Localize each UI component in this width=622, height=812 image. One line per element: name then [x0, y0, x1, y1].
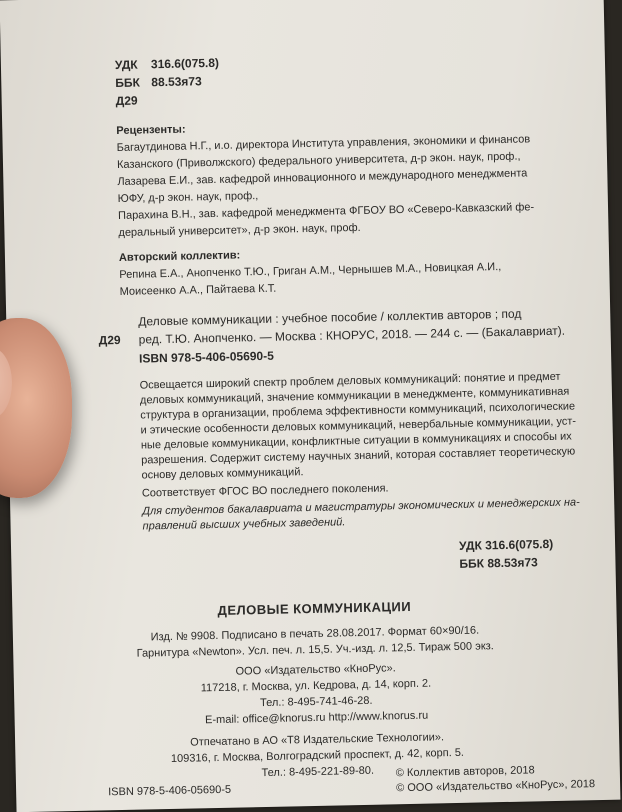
authors-heading: Авторский коллектив: — [118, 249, 241, 264]
annotation-line: ные деловые коммуникации, конфликтные ситуации в коммуникациях и способы их — [140, 430, 572, 452]
author-sign: Д29 — [115, 93, 138, 109]
imprint-line: E-mail: office@knorus.ru http://www.knorus.ru — [204, 709, 429, 727]
reviewer-line: деральный университет», д-р экон. наук, проф. — [118, 221, 361, 239]
reviewer-line: Багаутдинова Н.Г., и.о. директора Института управления, экономики и финансов — [116, 133, 531, 154]
annotation-line: разрешения. Содержит систему научных знаний, которая составляет теоретическую — [141, 445, 576, 467]
authors-line: Репина Е.А., Анопченко Т.Ю., Григан А.М., Чернышев М.А., Новицкая А.И., — [119, 260, 502, 281]
audience-line: правлений высших учебных заведений. — [142, 516, 346, 533]
imprint-line: Гарнитура «Newton». Усл. печ. л. 15,5. Уч.-изд. л. 12,5. Тираж 500 экз. — [136, 640, 494, 660]
audience-line: Для студентов бакалавриата и магистратуры экономических и менеджерских на- — [142, 496, 580, 518]
copyright-authors: © Коллектив авторов, 2018 — [395, 764, 535, 780]
biblio-line-2: ред. Т.Ю. Анопченко. — Москва : КНОРУС, 2018. — 244 с. — (Бакалавриат). — [138, 323, 566, 347]
imprint-line: Тел.: 8-495-221-89-80. — [261, 764, 375, 780]
annotation-line: деловых коммуникаций, значение коммуникации в менеджменте, коммуникативная — [139, 385, 570, 407]
imprint-title: ДЕЛОВЫЕ КОММУНИКАЦИИ — [217, 598, 412, 618]
reviewer-line: Парахина В.Н., зав. кафедрой менеджмента ФГБОУ ВО «Северо-Кавказский фе- — [117, 201, 535, 222]
bbk-value: 88.53я73 — [151, 74, 202, 90]
imprint-line: ООО «Издательство «КноРус». — [235, 662, 396, 678]
biblio-line-1: Деловые коммуникации : учебное пособие / коллектив авторов ; под — [138, 306, 522, 329]
copyright-publisher: © ООО «Издательство «КноРус», 2018 — [396, 778, 596, 795]
bbk-label: ББК — [115, 75, 141, 91]
annotation-line: Освещается широкий спектр проблем деловых коммуникаций: понятие и предмет — [139, 370, 561, 392]
reviewers-heading: Рецензенты: — [116, 123, 186, 137]
bbk-right: ББК 88.53я73 — [459, 555, 538, 571]
authors-line: Моисеенко А.А., Пайтаева К.Т. — [119, 282, 277, 298]
udk-right: УДК 316.6(075.8) — [458, 536, 554, 553]
biblio-sign: Д29 — [98, 332, 121, 348]
imprint-line: 117218, г. Москва, ул. Кедрова, д. 14, корп. 2. — [200, 677, 432, 695]
imprint-line: 109316, г. Москва, Волгоградский проспект, д. 42, корп. 5. — [170, 746, 465, 765]
fingernail — [0, 348, 12, 418]
udk-label: УДК — [114, 57, 138, 73]
biblio-isbn: ISBN 978-5-406-05690-5 — [138, 348, 274, 366]
imprint-line: Изд. № 9908. Подписано в печать 28.08.2017. Формат 60×90/16. — [150, 624, 480, 644]
annotation-line: структура в организации, проблема эффективности коммуникаций, психологические — [140, 400, 576, 422]
reviewer-line: ЮФУ, д-р экон. наук, проф., — [117, 190, 259, 205]
annotation-line: основу деловых коммуникаций. — [141, 466, 304, 482]
reviewer-line: Лазарева Е.И., зав. кафедрой инновационного и международного менеджмента — [117, 167, 528, 188]
fgos-line: Соответствует ФГОС ВО последнего поколения. — [141, 482, 389, 500]
reviewer-line: Казанского (Приволжского) федерального университета, д-р экон. наук, проф., — [116, 150, 521, 171]
imprint-line: Тел.: 8-495-741-46-28. — [259, 694, 373, 710]
udk-value: 316.6(075.8) — [150, 55, 220, 72]
imprint-line: Отпечатано в АО «Т8 Издательские Технологии». — [190, 731, 445, 749]
footer-isbn: ISBN 978-5-406-05690-5 — [108, 783, 232, 799]
annotation-line: и этические особенности деловых коммуникаций, невербальные коммуникации, уст- — [140, 415, 577, 437]
